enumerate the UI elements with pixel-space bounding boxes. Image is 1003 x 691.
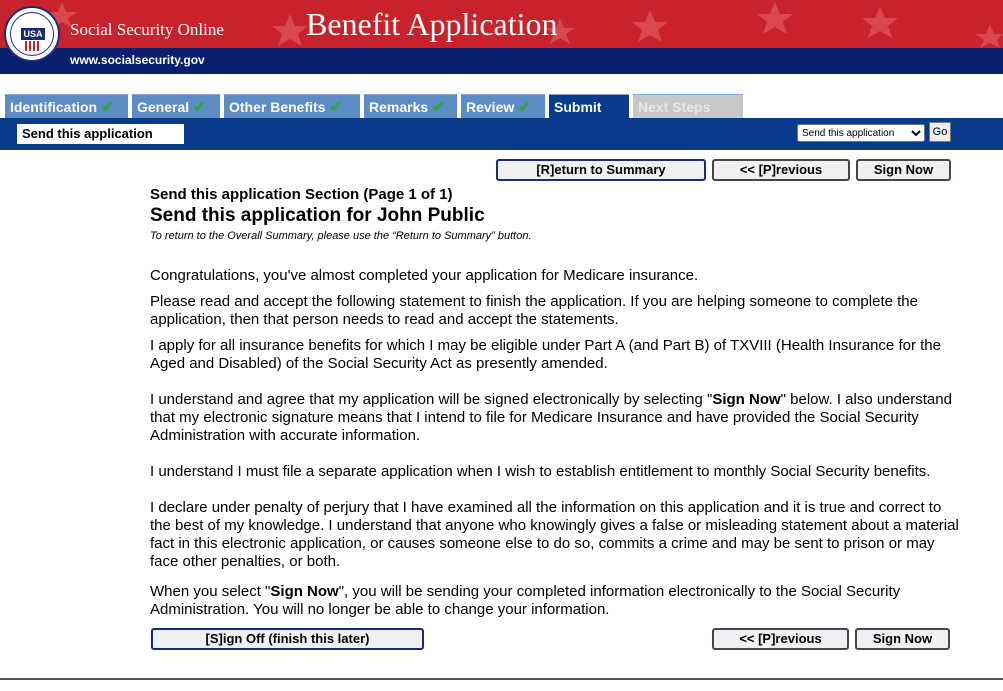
tab-other-benefits[interactable]	[224, 94, 360, 118]
tab-label: General	[137, 99, 190, 115]
sign-off-button[interactable]: [S]ign Off (finish this later)	[151, 628, 424, 650]
site-url[interactable]: www.socialsecurity.gov	[70, 53, 205, 67]
tab-label: Identification	[10, 99, 98, 115]
tab-general[interactable]	[132, 94, 220, 118]
tab-label: Submit	[554, 99, 602, 115]
tab-next-steps	[633, 94, 743, 118]
section-select[interactable]	[797, 124, 925, 142]
tab-remarks[interactable]	[364, 94, 457, 118]
footer-divider	[0, 678, 1003, 680]
statement-perjury: I declare under penalty of perjury that I have examined all the information on this application and it is true and correct to the best of my knowledge. I understand that anyone who knowingly gives a false or misleading statement about a material fact in this electronic application, or causes someone else to do so, commits a crime and may be sent to prison or may face other penalties, or both.	[150, 499, 959, 570]
section-heading: Send this application Section (Page 1 of 1)	[150, 186, 453, 203]
tab-submit[interactable]	[549, 94, 629, 118]
app-title: Benefit Application	[306, 6, 558, 42]
current-section-label: Send this application	[17, 124, 184, 144]
tab-label: Other Benefits	[229, 99, 326, 115]
go-button[interactable]: Go	[929, 122, 951, 142]
main-content	[150, 186, 970, 242]
check-icon: ✔	[329, 99, 343, 116]
tab-label: Review	[466, 99, 515, 115]
statement-part-a: I apply for all insurance benefits for which I may be eligible under Part A (and Part B) of TXVIII (Health Insurance for the Aged and Disabled) of the Social Security Act as presently amended.	[150, 337, 941, 372]
check-icon: ✔	[101, 99, 114, 116]
tab-review[interactable]	[461, 94, 545, 118]
site-name[interactable]: Social Security Online	[70, 20, 224, 39]
statement-electronic-signature: I understand and agree that my application will be signed electronically by selecting "Sign Now" below. I also understand that my electronic signature means that I intend to file for Medicare Insurance and have provided the Social Security Administration with accurate information.	[150, 391, 952, 444]
statement-separate-application: I understand I must file a separate application when I wish to establish entitlement to monthly Social Security benefits.	[150, 463, 931, 480]
final-notice: When you select "Sign Now", you will be sending your completed information electronically to the Social Security Administration. You will no longer be able to change your information.	[150, 583, 901, 618]
ssa-seal-logo: USA	[4, 6, 60, 62]
tab-label: Next Steps	[638, 99, 711, 115]
return-to-summary-button[interactable]: [R]eturn to Summary	[496, 159, 706, 181]
check-icon: ✔	[432, 99, 445, 116]
instructions-text: Please read and accept the following statement to finish the application. If you are helping someone to complete the application, then that person needs to read and accept the statements.	[150, 293, 918, 328]
return-hint: To return to the Overall Summary, please use the “Return to Summary” button.	[150, 230, 532, 242]
previous-button-top[interactable]: << [P]revious	[712, 159, 850, 181]
tab-identification[interactable]	[5, 94, 128, 118]
sign-now-button-top[interactable]: Sign Now	[856, 159, 951, 181]
section-tabs	[0, 94, 1003, 118]
site-header	[0, 0, 1003, 74]
tab-label: Remarks	[369, 99, 429, 115]
check-icon: ✔	[193, 99, 206, 116]
check-icon: ✔	[518, 99, 531, 116]
previous-button-bottom[interactable]: << [P]revious	[712, 628, 849, 650]
sign-now-button-bottom[interactable]: Sign Now	[855, 628, 950, 650]
sub-navigation-bar	[0, 118, 1003, 150]
congrats-text: Congratulations, you've almost completed your application for Medicare insurance.	[150, 267, 699, 284]
page-title: Send this application for John Public	[150, 205, 485, 226]
